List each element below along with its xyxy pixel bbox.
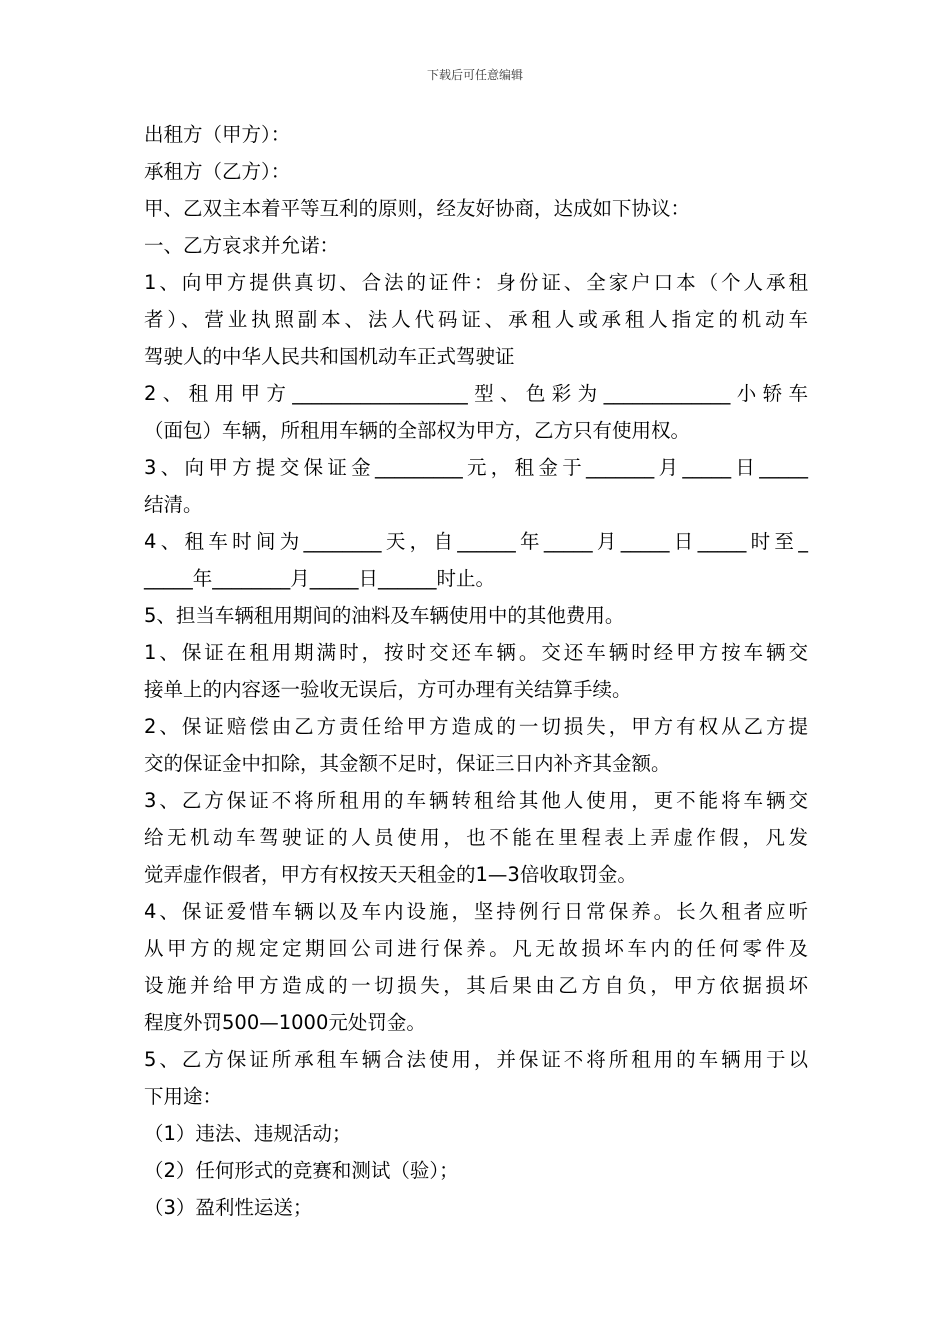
document-line: _____年________月_____日______时止。 (144, 567, 496, 590)
document-line: 出租方（甲方）： (144, 123, 291, 146)
document-body (144, 116, 808, 1226)
document-line: 设施并给甲方造成的一切损失，其后果由乙方自负，甲方依据损坏 (144, 974, 808, 997)
document-line: 5、乙方保证所承租车辆合法使用，并保证不将所租用的车辆用于以 (144, 1048, 808, 1071)
document-line: 3、向甲方提交保证金_________元，租金于_______月_____日_____ (144, 456, 808, 479)
document-line: 4、保证爱惜车辆以及车内设施，坚持例行日常保养。长久租者应听 (144, 900, 808, 923)
document-line: （2）任何形式的竞赛和测试（验）； (144, 1159, 459, 1182)
document-line: 甲、乙双主本着平等互利的原则，经友好协商，达成如下协议： (144, 197, 691, 220)
document-line: 驾驶人的中华人民共和国机动车正式驾驶证 (144, 345, 515, 368)
document-line: 者）、营业执照副本、法人代码证、承租人或承租人指定的机动车 (144, 308, 808, 331)
document-line: 1、向甲方提供真切、合法的证件：身份证、全家户口本（个人承租 (144, 271, 808, 294)
document-line: 2、保证赔偿由乙方责任给甲方造成的一切损失，甲方有权从乙方提 (144, 715, 808, 738)
document-line: （面包）车辆，所租用车辆的全部权为甲方，乙方只有使用权。 (144, 419, 691, 442)
page-header: 下载后可任意编辑 (426, 68, 523, 82)
document-line: 2、租用甲方__________________型、色彩为_____________小轿车 (144, 382, 808, 405)
document-line: 从甲方的规定定期回公司进行保养。凡无故损坏车内的任何零件及 (144, 937, 808, 960)
document-line: 给无机动车驾驶证的人员使用，也不能在里程表上弄虚作假，凡发 (144, 826, 808, 849)
document-line: 下用途： (144, 1085, 223, 1108)
document-line: 接单上的内容逐一验收无误后，方可办理有关结算手续。 (144, 678, 632, 701)
document-line: 4、租车时间为________天，自______年_____月_____日_____时至_ (144, 530, 808, 553)
document-line: 觉弄虚作假者，甲方有权按天天租金的1—3倍收取罚金。 (144, 863, 637, 886)
document-line: 5、担当车辆租用期间的油料及车辆使用中的其他费用。 (144, 604, 625, 627)
document-line: 程度外罚500—1000元处罚金。 (144, 1011, 426, 1034)
document-line: 结清。 (144, 493, 203, 516)
document-line: 交的保证金中扣除，其金额不足时，保证三日内补齐其金额。 (144, 752, 671, 775)
document-line: 承租方（乙方）： (144, 160, 291, 183)
document-line: （3）盈利性运送； (144, 1196, 313, 1219)
document-line: 3、乙方保证不将所租用的车辆转租给其他人使用，更不能将车辆交 (144, 789, 808, 812)
document-line: 1、保证在租用期满时，按时交还车辆。交还车辆时经甲方按车辆交 (144, 641, 808, 664)
document-line: 一、乙方哀求并允诺： (144, 234, 340, 257)
document-line: （1）违法、违规活动； (144, 1122, 352, 1145)
